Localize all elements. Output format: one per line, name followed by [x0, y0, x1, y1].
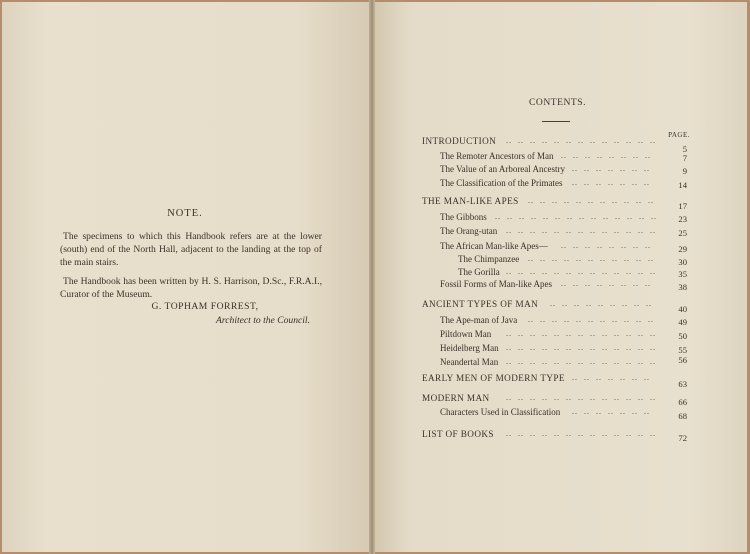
- toc-entry-page: 56: [678, 355, 687, 365]
- toc-entry: [0, 253, 750, 265]
- toc-entry-label: The Chimpanzee: [458, 254, 520, 264]
- toc-entry-page: 49: [678, 317, 687, 327]
- toc-leader-dots: .. .. .. .. .. .. .. .. .. .. ..: [528, 196, 654, 205]
- toc-entry-page: 66: [678, 397, 687, 407]
- toc-entry-page: 9: [682, 166, 687, 176]
- toc-entry-label: Heidelberg Man: [440, 343, 499, 353]
- toc-entry-label: Fossil Forms of Man-like Apes: [440, 279, 553, 289]
- toc-entry-label: Piltdown Man: [440, 329, 492, 339]
- toc-entry-page: 7: [682, 153, 687, 163]
- toc-entry-page: 72: [678, 433, 687, 443]
- toc-entry: [0, 328, 750, 340]
- toc-leader-dots: .. .. .. .. .. .. ..: [572, 178, 650, 187]
- toc-entry-label: The Remoter Ancestors of Man: [440, 151, 554, 161]
- toc-entry-page: 29: [678, 244, 687, 254]
- toc-leader-dots: .. .. .. .. .. .. .. .. ..: [550, 299, 652, 308]
- signature-name: G. TOPHAM FORREST,: [151, 301, 259, 312]
- toc-leader-dots: .. .. .. .. .. .. .. .. .. .. .. .. ..: [506, 393, 656, 402]
- toc-leader-dots: .. .. .. .. .. .. ..: [572, 164, 650, 173]
- toc-entry-label: The Value of an Arboreal Ancestry: [440, 164, 566, 174]
- toc-entry-label: INTRODUCTION: [422, 136, 497, 146]
- toc-entry: [0, 195, 750, 211]
- toc-entry-label: Neandertal Man: [440, 357, 499, 367]
- toc-entry-page: 25: [678, 228, 687, 238]
- toc-entry-label: The Gibbons: [440, 212, 487, 222]
- toc-entry-page: 30: [678, 257, 687, 267]
- toc-entry: [0, 298, 750, 314]
- toc-entry-page: 68: [678, 411, 687, 421]
- toc-entry: [0, 177, 750, 189]
- toc-entry-page: 14: [678, 180, 687, 190]
- toc-entry-page: 50: [678, 331, 687, 341]
- signature-title: Architect to the Council.: [216, 315, 310, 326]
- page-column-label: PAGE.: [668, 131, 690, 139]
- toc-entry: [0, 211, 750, 223]
- toc-entry: [0, 163, 750, 175]
- toc-entry-page: 5: [682, 144, 687, 154]
- toc-leader-dots: .. .. .. .. .. .. .. ..: [561, 151, 651, 160]
- toc-entry-label: LIST OF BOOKS: [422, 429, 494, 439]
- toc-entry: [0, 266, 750, 278]
- toc-entry-label: THE MAN-LIKE APES: [422, 196, 519, 206]
- toc-leader-dots: .. .. .. .. .. .. .. .. .. .. ..: [528, 254, 654, 263]
- toc-entry-label: The Orang-utan: [440, 226, 498, 236]
- toc-leader-dots: .. .. .. .. .. .. .. ..: [561, 279, 651, 288]
- toc-entry: [0, 135, 750, 154]
- toc-leader-dots: .. .. .. .. .. .. ..: [572, 407, 650, 416]
- toc-entry-label: ANCIENT TYPES OF MAN: [422, 299, 539, 309]
- toc-entry-page: 55: [678, 345, 687, 355]
- toc-entry-page: 23: [678, 214, 687, 224]
- toc-entry-label: The Gorilla: [458, 267, 500, 277]
- toc-entry-label: EARLY MEN OF MODERN TYPE: [422, 373, 565, 383]
- toc-entry: [0, 150, 750, 162]
- note-paragraph-1: The specimens to which this Handbook refers are at the lower (south) end of the North Hall, adjacent to the landing at the top of the main stairs.: [60, 231, 322, 269]
- toc-entry-label: The African Man-like Apes—: [440, 241, 548, 251]
- toc-entry-label: Characters Used in Classification: [440, 407, 561, 417]
- toc-entry: [0, 356, 750, 368]
- toc-leader-dots: .. .. .. .. .. .. .. .. .. .. .. .. ..: [506, 357, 656, 366]
- toc-entry: [0, 428, 750, 443]
- note-paragraph-2: The Handbook has been written by H. S. Harrison, D.Sc., F.R.A.I., Curator of the Museum.: [60, 275, 322, 300]
- toc-entry-page: 40: [678, 304, 687, 314]
- toc-entry: [0, 342, 750, 354]
- toc-entry-page: 17: [678, 201, 687, 211]
- toc-leader-dots: .. .. .. .. .. .. .. .. .. .. .. .. ..: [506, 136, 656, 145]
- toc-entry: [0, 392, 750, 407]
- toc-leader-dots: .. .. .. .. .. .. .. .. .. .. .. .. ..: [506, 329, 656, 338]
- toc-leader-dots: .. .. .. .. .. .. .. .. .. .. .. .. ..: [506, 226, 656, 235]
- toc-leader-dots: .. .. .. .. .. .. .. .. .. .. ..: [528, 315, 654, 324]
- contents-title: CONTENTS.: [529, 97, 586, 108]
- note-title: NOTE.: [167, 208, 203, 219]
- toc-leader-dots: .. .. .. .. .. .. ..: [572, 373, 650, 382]
- toc-entry: [0, 240, 750, 252]
- toc-leader-dots: .. .. .. .. .. .. .. .. .. .. .. .. ..: [506, 343, 656, 352]
- toc-entry-page: 35: [678, 269, 687, 279]
- toc-entry-label: The Ape-man of Java: [440, 315, 518, 325]
- toc-entry: [0, 278, 750, 290]
- toc-leader-dots: .. .. .. .. .. .. .. .. .. .. .. .. ..: [506, 429, 656, 438]
- toc-entry: [0, 225, 750, 237]
- toc-entry: [0, 372, 750, 389]
- contents-rule: [542, 121, 570, 122]
- toc-entry-page: 63: [678, 379, 687, 389]
- toc-entry: [0, 314, 750, 326]
- toc-entry-label: MODERN MAN: [422, 393, 490, 403]
- toc-entry-label: The Classification of the Primates: [440, 178, 563, 188]
- toc-leader-dots: .. .. .. .. .. .. .. .. .. .. .. .. ..: [506, 267, 656, 276]
- toc-leader-dots: .. .. .. .. .. .. .. .. .. .. .. .. .. ..: [495, 212, 657, 221]
- toc-leader-dots: .. .. .. .. .. .. .. ..: [561, 241, 651, 250]
- toc-entry-page: 38: [678, 282, 687, 292]
- toc-entry: [0, 406, 750, 421]
